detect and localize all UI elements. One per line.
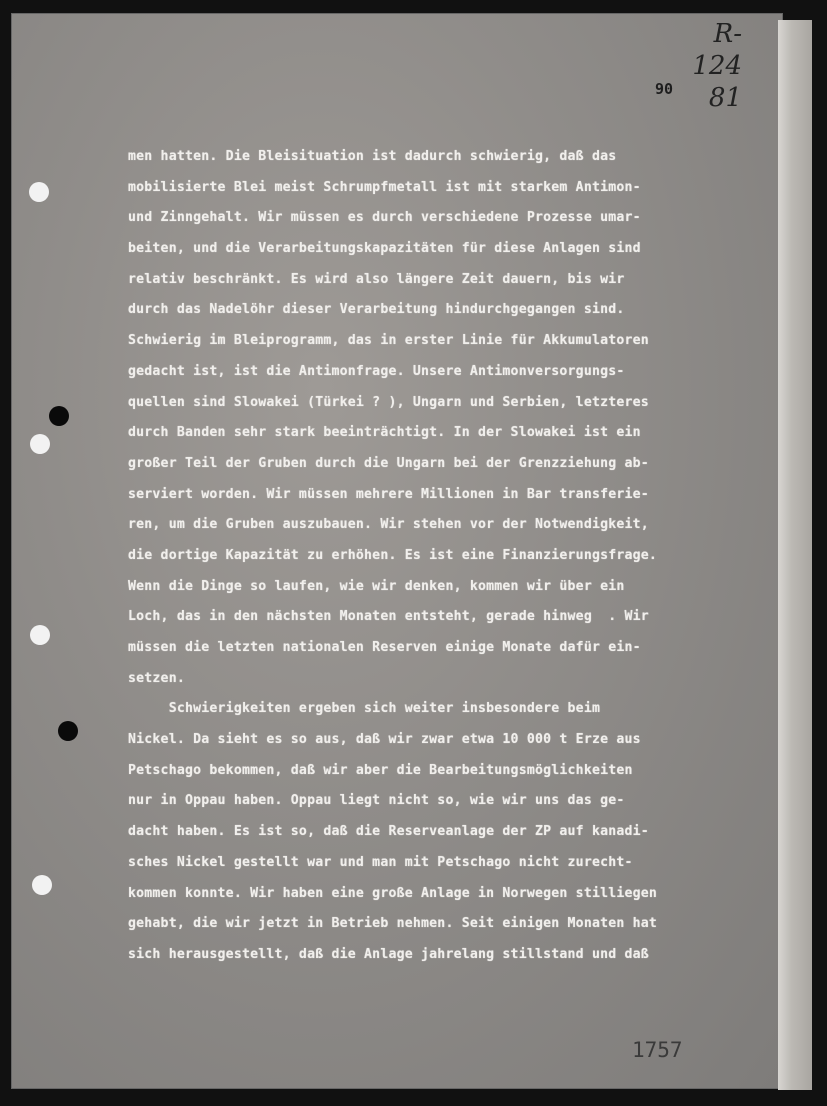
text-line: und Zinngehalt. Wir müssen es durch verschiedene Prozesse umar- bbox=[128, 210, 641, 226]
text-line: durch Banden sehr stark beeinträchtigt. In der Slowakei ist ein bbox=[128, 425, 641, 441]
text-line: gedacht ist, ist die Antimonfrage. Unsere Antimonversorgungs- bbox=[128, 363, 625, 379]
text-line: dacht haben. Es ist so, daß die Reserveanlage der ZP auf kanadi- bbox=[128, 824, 649, 840]
punch-hole bbox=[49, 406, 69, 426]
text-line: Schwierigkeiten ergeben sich weiter insbesondere beim bbox=[128, 701, 601, 717]
punch-hole bbox=[32, 875, 52, 895]
text-line: sches Nickel gestellt war und man mit Petschago nicht zurecht- bbox=[128, 854, 633, 870]
body-text bbox=[128, 142, 728, 971]
punch-hole bbox=[58, 721, 78, 741]
text-line: Wenn die Dinge so laufen, wie wir denken, kommen wir über ein bbox=[128, 578, 625, 594]
text-line: Schwierig im Bleiprogramm, das in erster Linie für Akkumulatoren bbox=[128, 333, 649, 349]
text-line: die dortige Kapazität zu erhöhen. Es ist eine Finanzierungsfrage. bbox=[128, 547, 658, 563]
text-line: relativ beschränkt. Es wird also längere Zeit dauern, bis wir bbox=[128, 271, 625, 287]
text-line: ren, um die Gruben auszubauen. Wir stehen vor der Notwendigkeit, bbox=[128, 517, 649, 533]
text-line: kommen konnte. Wir haben eine große Anlage in Norwegen stilliegen bbox=[128, 885, 658, 901]
punch-hole bbox=[29, 182, 49, 202]
text-line: durch das Nadelöhr dieser Verarbeitung hindurchgegangen sind. bbox=[128, 302, 625, 318]
text-line: großer Teil der Gruben durch die Ungarn bei der Grenzziehung ab- bbox=[128, 455, 649, 471]
punch-hole bbox=[30, 625, 50, 645]
text-line: Nickel. Da sieht es so aus, daß wir zwar etwa 10 000 t Erze aus bbox=[128, 732, 641, 748]
text-line: beiten, und die Verarbeitungskapazitäten für diese Anlagen sind bbox=[128, 241, 641, 257]
page-edge bbox=[778, 20, 812, 1090]
punch-hole bbox=[30, 434, 50, 454]
text-line: men hatten. Die Bleisituation ist dadurch schwierig, daß das bbox=[128, 149, 617, 164]
text-line: müssen die letzten nationalen Reserven einige Monate dafür ein- bbox=[128, 640, 641, 655]
text-line: gehabt, die wir jetzt in Betrieb nehmen. Seit einigen Monaten hat bbox=[128, 916, 658, 932]
text-line: nur in Oppau haben. Oppau liegt nicht so, wie wir uns das ge- bbox=[128, 793, 625, 809]
archive-mark bbox=[668, 18, 742, 114]
text-line: Petschago bekommen, daß wir aber die Bearbeitungsmöglichkeiten bbox=[128, 762, 633, 778]
text-line: serviert worden. Wir müssen mehrere Millionen in Bar transferie- bbox=[128, 486, 649, 502]
text-line: sich herausgestellt, daß die Anlage jahrelang stillstand und daß bbox=[128, 946, 649, 962]
text-line: quellen sind Slowakei (Türkei ? ), Ungarn und Serbien, letzteres bbox=[128, 394, 649, 410]
text-line: mobilisierte Blei meist Schrumpfmetall ist mit starkem Antimon- bbox=[128, 179, 641, 195]
archive-number: 1757 bbox=[632, 1038, 683, 1062]
text-line: setzen. bbox=[128, 670, 185, 686]
page-number: 90 bbox=[655, 80, 674, 98]
archive-code: R-124 bbox=[692, 19, 742, 81]
text-line: Loch, das in den nächsten Monaten entsteht, gerade hinweg . Wir bbox=[128, 609, 649, 625]
archive-folio: 81 bbox=[708, 83, 742, 113]
